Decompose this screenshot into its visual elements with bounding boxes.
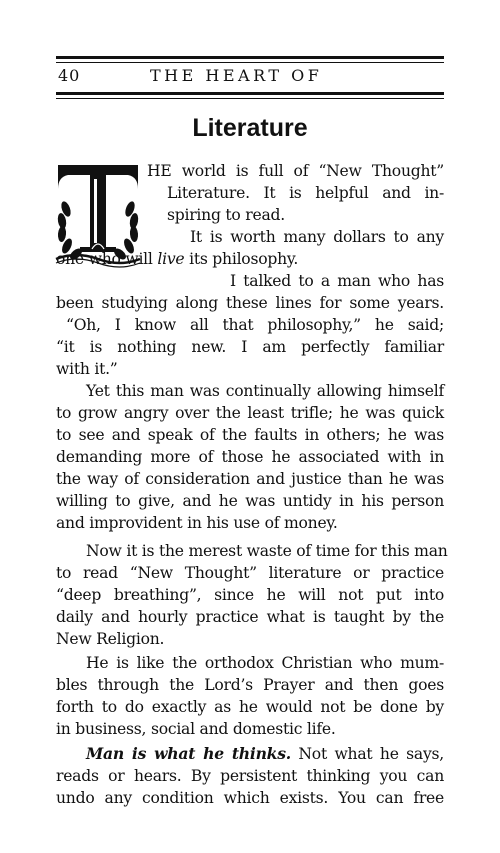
text-line: New Religion. [56,630,165,648]
text-line: He is like the orthodox Christian who mum- [86,654,444,672]
text-span: one who will [56,250,158,268]
text-line: with it.” [56,360,118,378]
text-line: demanding more of those he associated with in [56,448,444,466]
emphasis-man-is-what-he-thinks: Man is what he thinks. [86,744,291,763]
header-rule-top-thin [56,62,444,63]
text-line: daily and hourly practice what is taught by the [56,608,444,626]
page-number: 40 [58,66,81,85]
text-line: spiring to read. [167,206,285,224]
text-line: “Oh, I know all that philosophy,” he said; [66,316,444,334]
text-line: undo any condition which exists. You can free [56,789,444,807]
text-line: the way of consideration and justice than he was [56,470,444,488]
text-line: Now it is the merest waste of time for this man [86,542,448,560]
header-rule-top [56,56,444,59]
text-line: Yet this man was continually allowing himself [86,382,444,400]
text-line: HE world is full of “New Thought” [147,162,444,180]
text-line: reads or hears. By persistent thinking you can [56,767,444,785]
chapter-title: Literature [192,114,308,142]
running-head: THE HEART OF [150,66,323,85]
text-line [56,248,444,270]
text-span: Not what he says, [290,745,444,763]
text-line: “it is nothing new. I am perfectly familiar [56,338,444,356]
text-line: It is worth many dollars to any [190,228,444,246]
text-line: forth to do exactly as he would not be done by [56,698,444,716]
text-line: “deep breathing”, since he will not put into [56,586,444,604]
text-line: in business, social and domestic life. [56,720,336,738]
header-rule-bottom [56,92,444,95]
text-line [86,743,444,765]
text-line: I talked to a man who has [230,272,444,290]
text-span: its philosophy. [184,250,299,268]
text-line: willing to give, and he was untidy in his person [56,492,444,510]
emphasis-live: live [157,250,185,268]
text-line: to see and speak of the faults in others; he was [56,426,444,444]
text-line: to grow angry over the least trifle; he was quick [56,404,444,422]
text-line: and improvident in his use of money. [56,514,338,532]
text-line: been studying along these lines for some years. [56,294,444,312]
text-line: to read “New Thought” literature or practice [56,564,444,582]
text-line: bles through the Lord’s Prayer and then goes [56,676,444,694]
text-line: Literature. It is helpful and in- [167,184,444,202]
header-rule-bottom-thin [56,98,444,99]
